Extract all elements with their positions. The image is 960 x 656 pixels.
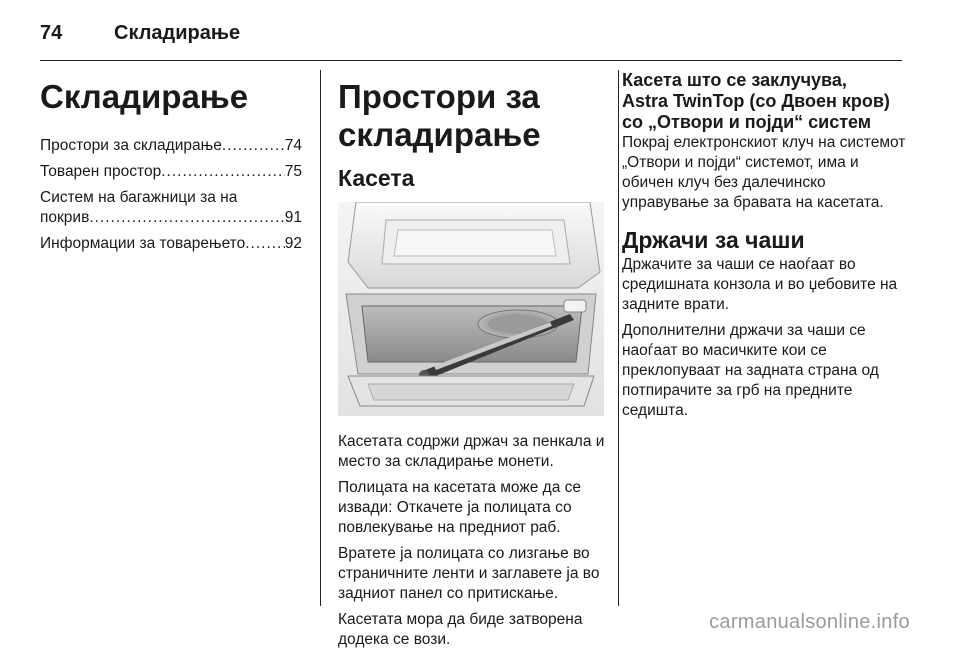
page-header	[40, 14, 912, 58]
paragraph: Држачите за чаши се наоѓаат во средишната конзола и во џебовите на задните врати.	[622, 256, 898, 313]
paragraph: Покрај електронскиот клуч на системот „Отвори и појди“ системот, има и обичен клуч без далечинско управување за бравата на касетата.	[622, 134, 906, 211]
toc-list	[40, 136, 302, 254]
toc-page: 75	[284, 163, 302, 180]
section-heading: Касета што се заклучува, Astra TwinTop (со Двоен кров) со „Отвори и појди“ систем	[622, 70, 890, 132]
column-divider-1	[320, 70, 321, 606]
column-divider-2	[618, 70, 619, 606]
toc-item[interactable]	[40, 188, 302, 228]
column-lockable	[622, 70, 912, 427]
chapter-title: Складирање	[40, 78, 249, 115]
toc-label: Информации за товарењето	[40, 235, 246, 252]
paragraph: Касетата мора да биде затворена додека се вози.	[338, 611, 583, 648]
watermark: carmanualsonline.info	[709, 611, 910, 633]
toc-page: 92	[284, 235, 302, 252]
toc-page: 91	[284, 209, 302, 226]
header-rule	[40, 60, 902, 61]
paragraph: Полицата на касетата може да се извади: Откачете ја полицата со повлекување на предниот раб.	[338, 479, 582, 536]
toc-label: Систем на багажници за на	[40, 189, 238, 206]
section-heading-cupholders: Држачи за чаши	[622, 227, 805, 253]
column-toc	[40, 70, 302, 260]
toc-label: Товарен простор	[40, 163, 162, 180]
toc-page: 74	[284, 137, 302, 154]
toc-item[interactable]	[40, 234, 302, 254]
paragraph: Дополнителни држачи за чаши се наоѓаат во масичките кои се преклопуваат на задната страна од потпирачите за грб на предните седишта.	[622, 322, 879, 419]
toc-label: Простори за складирање	[40, 137, 222, 154]
paragraph: Вратете ја полицата со лизгање во страничните ленти и заглавете ја во задниот панел со притискање.	[338, 545, 600, 602]
toc-item[interactable]	[40, 136, 302, 156]
column-storage	[338, 70, 606, 656]
running-section-title: Складирање	[114, 22, 241, 44]
section-title: Простори за складирање	[338, 78, 541, 153]
toc-label: покрив	[40, 209, 90, 226]
subsection-title: Касета	[338, 165, 415, 191]
glovebox-illustration	[338, 202, 604, 416]
page-number: 74	[40, 22, 63, 44]
paragraph: Касетата содржи држач за пенкала и место за складирање монети.	[338, 433, 605, 470]
toc-item[interactable]	[40, 162, 302, 182]
